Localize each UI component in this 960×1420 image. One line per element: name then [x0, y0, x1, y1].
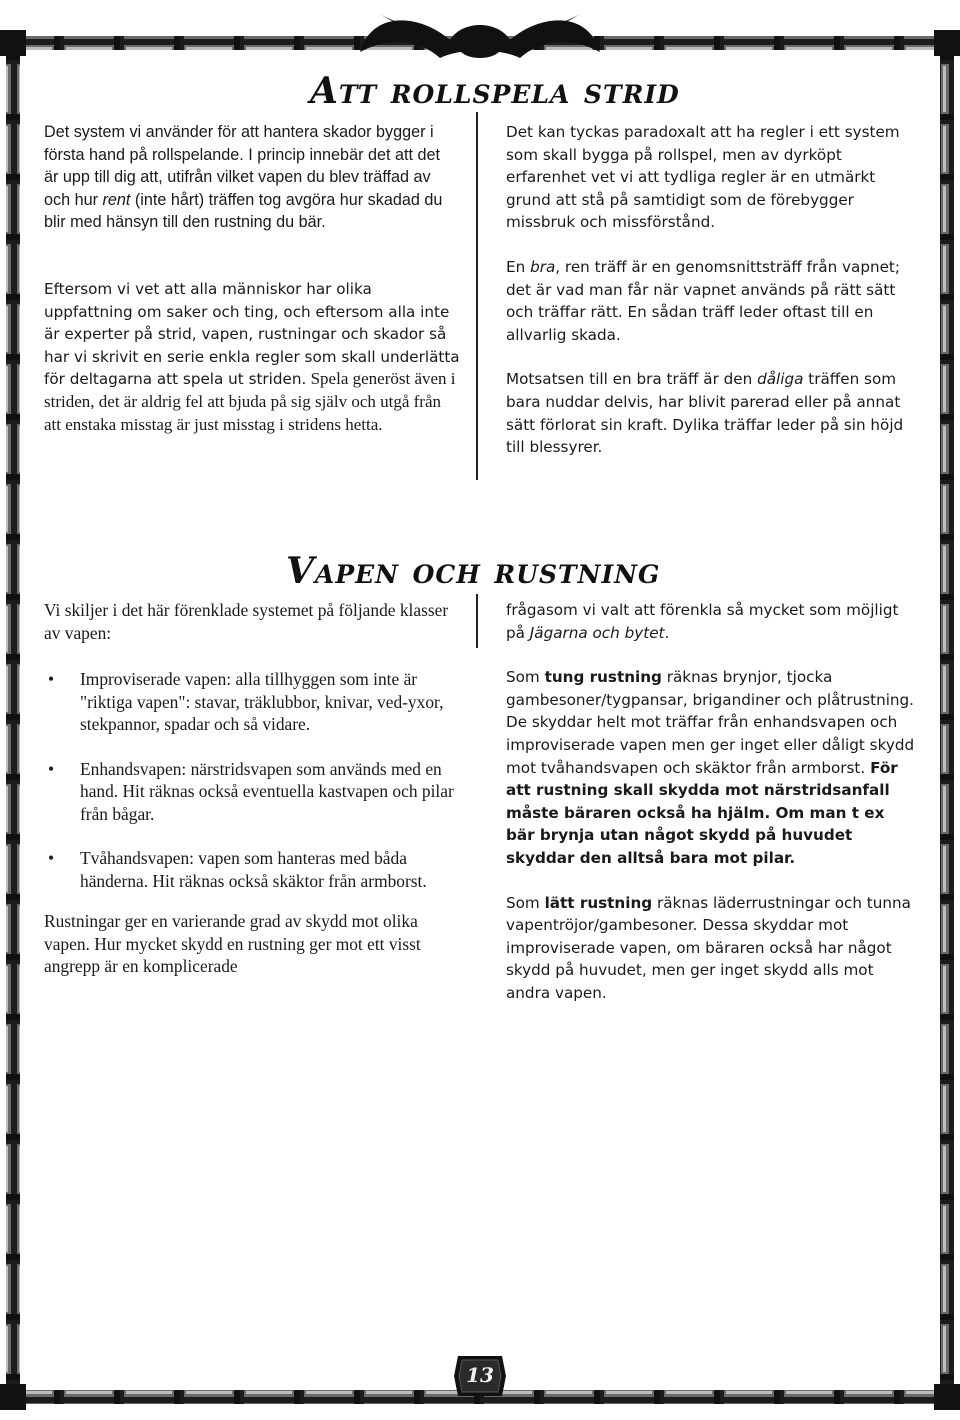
paragraph: Eftersom vi vet att alla människor har olika uppfattning om saker och ting, och eftersom alla inte är experter på strid, vapen, rustningar och skador så har vi skrivit en serie enkla regler som skall underlätta för deltagarna att spela ut striden. Spela generöst även i striden, det är aldrig fel att bjuda på sig själv och utgå från att enstaka misstag är just misstag i stridens hetta. [44, 280, 460, 434]
paragraph: Vi skiljer i det här förenklade systemet på följande klasser av vapen: [44, 600, 449, 643]
list-item: • Tvåhandsvapen: vapen som hanteras med båda händerna. Hit räknas också skäktor från armborst. [44, 847, 454, 892]
section2-left-column [44, 599, 454, 978]
paragraph: frågasom vi valt att förenkla så mycket som möjligt på Jägarna och bytet. [506, 601, 899, 642]
page-number: 13 [466, 1363, 494, 1387]
page-number-badge [452, 1352, 508, 1400]
section1-left-column-b [44, 278, 462, 436]
section-title: Att rollspela strid [310, 70, 680, 112]
section1-left-column [44, 121, 454, 234]
list-item: • Enhandsvapen: närstridsvapen som används med en hand. Hit räknas också eventuella kastvapen och pilar från bågar. [44, 758, 454, 826]
paragraph: Som tung rustning räknas brynjor, tjocka gambesoner/tygpansar, brigandiner och plåtrustning. De skyddar helt mot träffar från enhandsvapen och improviserade vapen men ger inget eller dåligt skydd mot tvåhandsvapen och skäktor från armborst. För att rustning skall skydda mot närstridsanfall måste bäraren också ha hjälm. Om man t ex bär brynja utan något skydd på huvudet skyddar den alltså bara mot pilar. [506, 668, 915, 867]
paragraph: Motsatsen till en bra träff är den dåliga träffen som bara nuddar delvis, har blivit parerad eller på annat sätt förlorat sin kraft. Dylika träffar leder på sin höjd till blessyrer. [506, 370, 904, 457]
emblem-icon [360, 14, 600, 58]
paragraph: Det kan tyckas paradoxalt att ha regler i ett system som skall bygga på rollspel, men av dyrköpt erfarenhet vet vi att tydliga regler är en utmärkt grund att stå på samtidigt som de förebygger missbruk och missförstånd. [506, 123, 900, 232]
list-item: • Improviserade vapen: alla tillhyggen som inte är "riktiga vapen": stavar, träklubbor, knivar, ved-yxor, stekpannor, spadar och så vidare. [44, 668, 454, 736]
section2-right-column [506, 599, 918, 1005]
paragraph: En bra, ren träff är en genomsnittsträff från vapnet; det är vad man får när vapnet används på rätt sätt och träffar rätt. En sådan träff leder oftast till en allvarlig skada. [506, 257, 901, 344]
paragraph: Det system vi använder för att hantera skador bygger i första hand på rollspelande. I princip innebär det att det är upp till dig att, utifrån vilket vapen du blev träffad av och hur rent (inte hårt) träffen tog avgöra hur skadad du blir med hänsyn till den rustning du bär. [44, 123, 443, 231]
column-divider [476, 112, 478, 480]
column-divider [476, 594, 478, 648]
paragraph: Som lätt rustning räknas läderrustningar och tunna vapentröjor/gambesoner. Dessa skyddar mot improviserade vapen, om bäraren också har något skydd på huvudet, men ger inget skydd alls mot andra vapen. [506, 893, 911, 1002]
section-title: Vapen och rustning [286, 550, 661, 592]
section1-right-column [506, 121, 918, 459]
paragraph: Rustningar ger en varierande grad av skydd mot olika vapen. Hur mycket skydd en rustning ger mot ett visst angrepp är en komplicerade [44, 911, 421, 976]
weapon-class-list [44, 668, 454, 892]
